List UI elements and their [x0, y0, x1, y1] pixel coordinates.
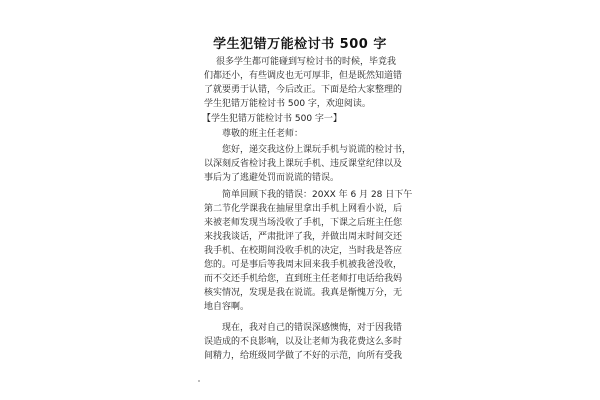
paragraph2-line-8: 核实情况，发现是我在说谎。我真是惭愧万分，无 [204, 288, 403, 298]
intro-line-1: 很多学生都可能碰到写检讨书的时候，毕竟我 [216, 57, 397, 67]
paragraph2-line-9: 地自容啊。 [204, 302, 250, 312]
paragraph1-line-3: 事后为了逃避处罚而说谎的错误。 [204, 173, 340, 183]
intro-line-2: 们都还小，有些调皮也无可厚非，但是既然知道错 [204, 71, 403, 81]
paragraph1-line-1: 您好，递交我这份上课玩手机与说谎的检讨书， [222, 145, 412, 155]
page-speck [198, 380, 200, 382]
paragraph2-line-4: 来找我谈话，严肃批评了我，并做出周末时间交还 [204, 232, 403, 242]
intro-line-4: 学生犯错万能检讨书 500 字，欢迎阅读。 [204, 99, 371, 109]
paragraph3-line-1: 现在，我对自己的错误深感懊悔，对于因我错 [222, 323, 403, 333]
paragraph1-line-2: 以深刻反省检讨我上课玩手机、违反课堂纪律以及 [204, 159, 403, 169]
intro-line-3: 了就要勇于认错，今后改正。下面是给大家整理的 [204, 85, 403, 95]
section-heading: 【学生犯错万能检讨书 500 字一】 [202, 114, 342, 124]
paragraph3-line-3: 间精力，给班级同学做了不好的示范，向所有受我 [204, 351, 403, 361]
paragraph2-line-3: 来被老师发现当场没收了手机，下课之后班主任您 [204, 218, 403, 228]
paragraph2-line-2: 第二节化学课我在抽屉里拿出手机上网看小说，后 [204, 204, 403, 214]
document-title: 学生犯错万能检讨书 500 字 [213, 37, 387, 52]
paragraph3-line-2: 误造成的不良影响，以及让老师为我花费这么多时 [204, 337, 403, 347]
paragraph2-line-5: 我手机、在校期间没收手机的决定，当时我是答应 [204, 246, 403, 256]
paragraph2-line-6: 您的。可是事后等我周末回来我手机被我爸没收， [204, 260, 403, 270]
paragraph2-line-7: 而不交还手机给您，直到班主任老师打电话给我妈 [204, 274, 403, 284]
salutation: 尊敬的班主任老师： [222, 129, 304, 139]
paragraph2-line-1: 简单回顾下我的错误：20XX 年 6 月 28 日下午 [222, 190, 413, 200]
